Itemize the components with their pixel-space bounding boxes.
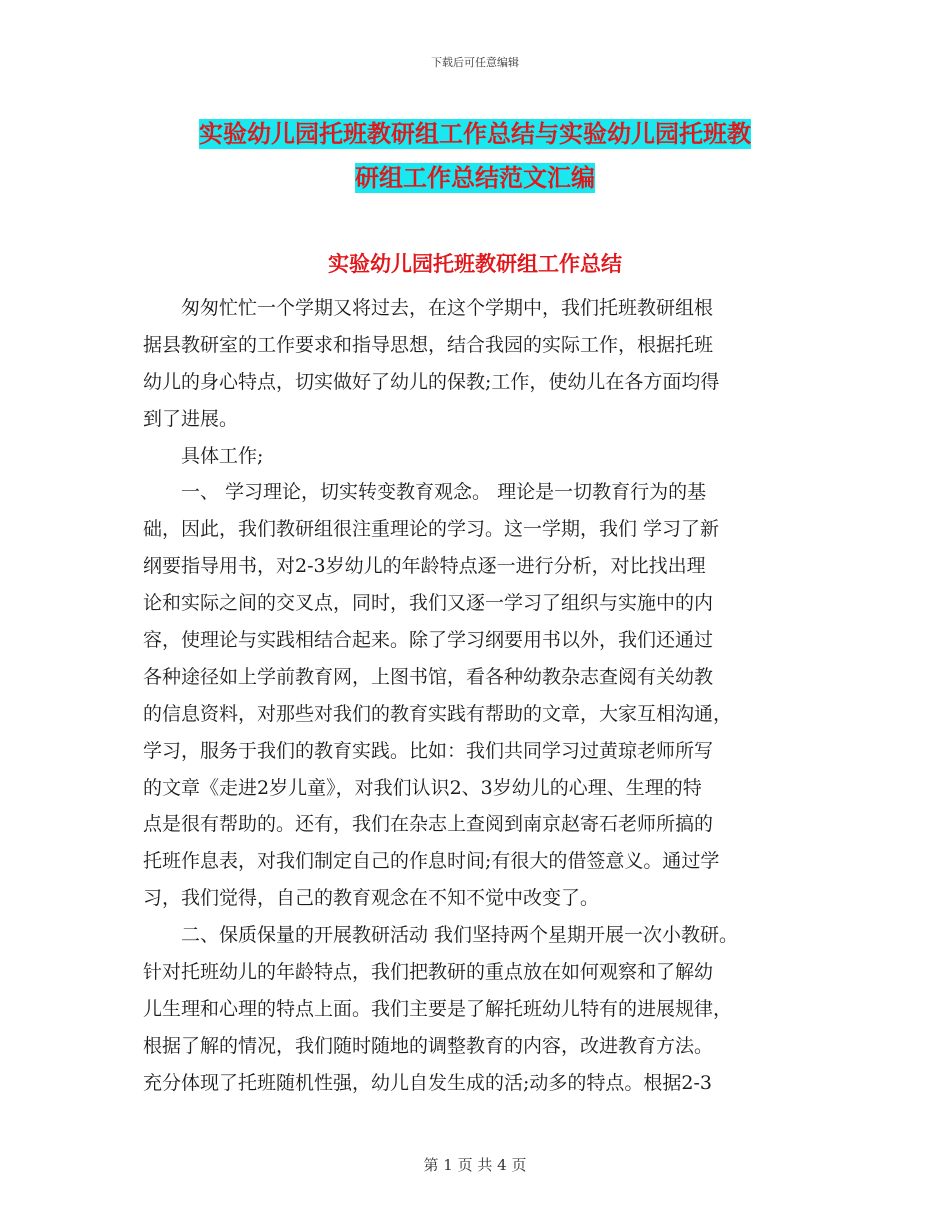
body-line: 一、 学习理论，切实转变教育观念。 理论是一切教育行为的基 [143,481,707,504]
page-number: 第 1 页 共 4 页 [423,1156,527,1174]
body-line: 到了进展。 [143,407,239,430]
body-line: 纲要指导用书，对2-3岁幼儿的年龄特点逐一进行分析，对比找出理 [143,555,706,578]
body-line: 论和实际之间的交叉点，同时，我们又逐一学习了组织与实施中的内 [143,592,714,615]
body-line: 针对托班幼儿的年龄特点，我们把教研的重点放在如何观察和了解幼 [143,961,714,984]
body-line: 学习，服务于我们的教育实践。比如：我们共同学习过黄琼老师所写 [143,739,714,762]
body-line: 二、保质保量的开展教研活动 我们坚持两个星期开展一次小教研。 [143,924,739,947]
body-line: 容，使理论与实践相结合起来。除了学习纲要用书以外，我们还通过 [143,629,714,652]
body-line: 儿生理和心理的特点上面。我们主要是了解托班幼儿特有的进展规律， [143,997,733,1020]
body-text [143,290,823,1102]
body-line: 点是很有帮助的。还有，我们在杂志上查阅到南京赵寄石老师所搞的 [143,813,714,836]
body-line: 据县教研室的工作要求和指导思想，结合我园的实际工作，根据托班 [143,333,714,356]
title-line-2: 研组工作总结范文汇编 [355,164,595,192]
body-line: 具体工作; [143,444,264,467]
body-line: 各种途径如上学前教育网，上图书馆，看各种幼教杂志查阅有关幼教 [143,665,714,688]
body-line: 托班作息表，对我们制定自己的作息时间;有很大的借签意义。通过学 [143,850,720,873]
header-note: 下载后可任意编辑 [431,56,519,69]
body-line: 的信息资料，对那些对我们的教育实践有帮助的文章，大家互相沟通， [143,702,733,725]
body-line: 的文章《走进2岁儿童》，对我们认识2、3岁幼儿的心理、生理的特 [143,776,702,799]
document-title [140,112,810,200]
title-line-1: 实验幼儿园托班教研组工作总结与实验幼儿园托班教 [199,120,751,148]
body-line: 幼儿的身心特点，切实做好了幼儿的保教;工作，使幼儿在各方面均得 [143,370,720,393]
body-line: 匆匆忙忙一个学期又将过去，在这个学期中，我们托班教研组根 [143,297,714,319]
body-line: 习，我们觉得，自己的教育观念在不知不觉中改变了。 [143,887,600,910]
section-title: 实验幼儿园托班教研组工作总结 [328,252,622,276]
body-line: 础，因此，我们教研组很注重理论的学习。这一学期，我们 学习了新 [143,518,720,541]
body-line: 根据了解的情况，我们随时随地的调整教育的内容，改进教育方法。 [143,1034,714,1057]
body-line: 充分体现了托班随机性强，幼儿自发生成的活;动多的特点。根据2-3 [143,1071,712,1094]
